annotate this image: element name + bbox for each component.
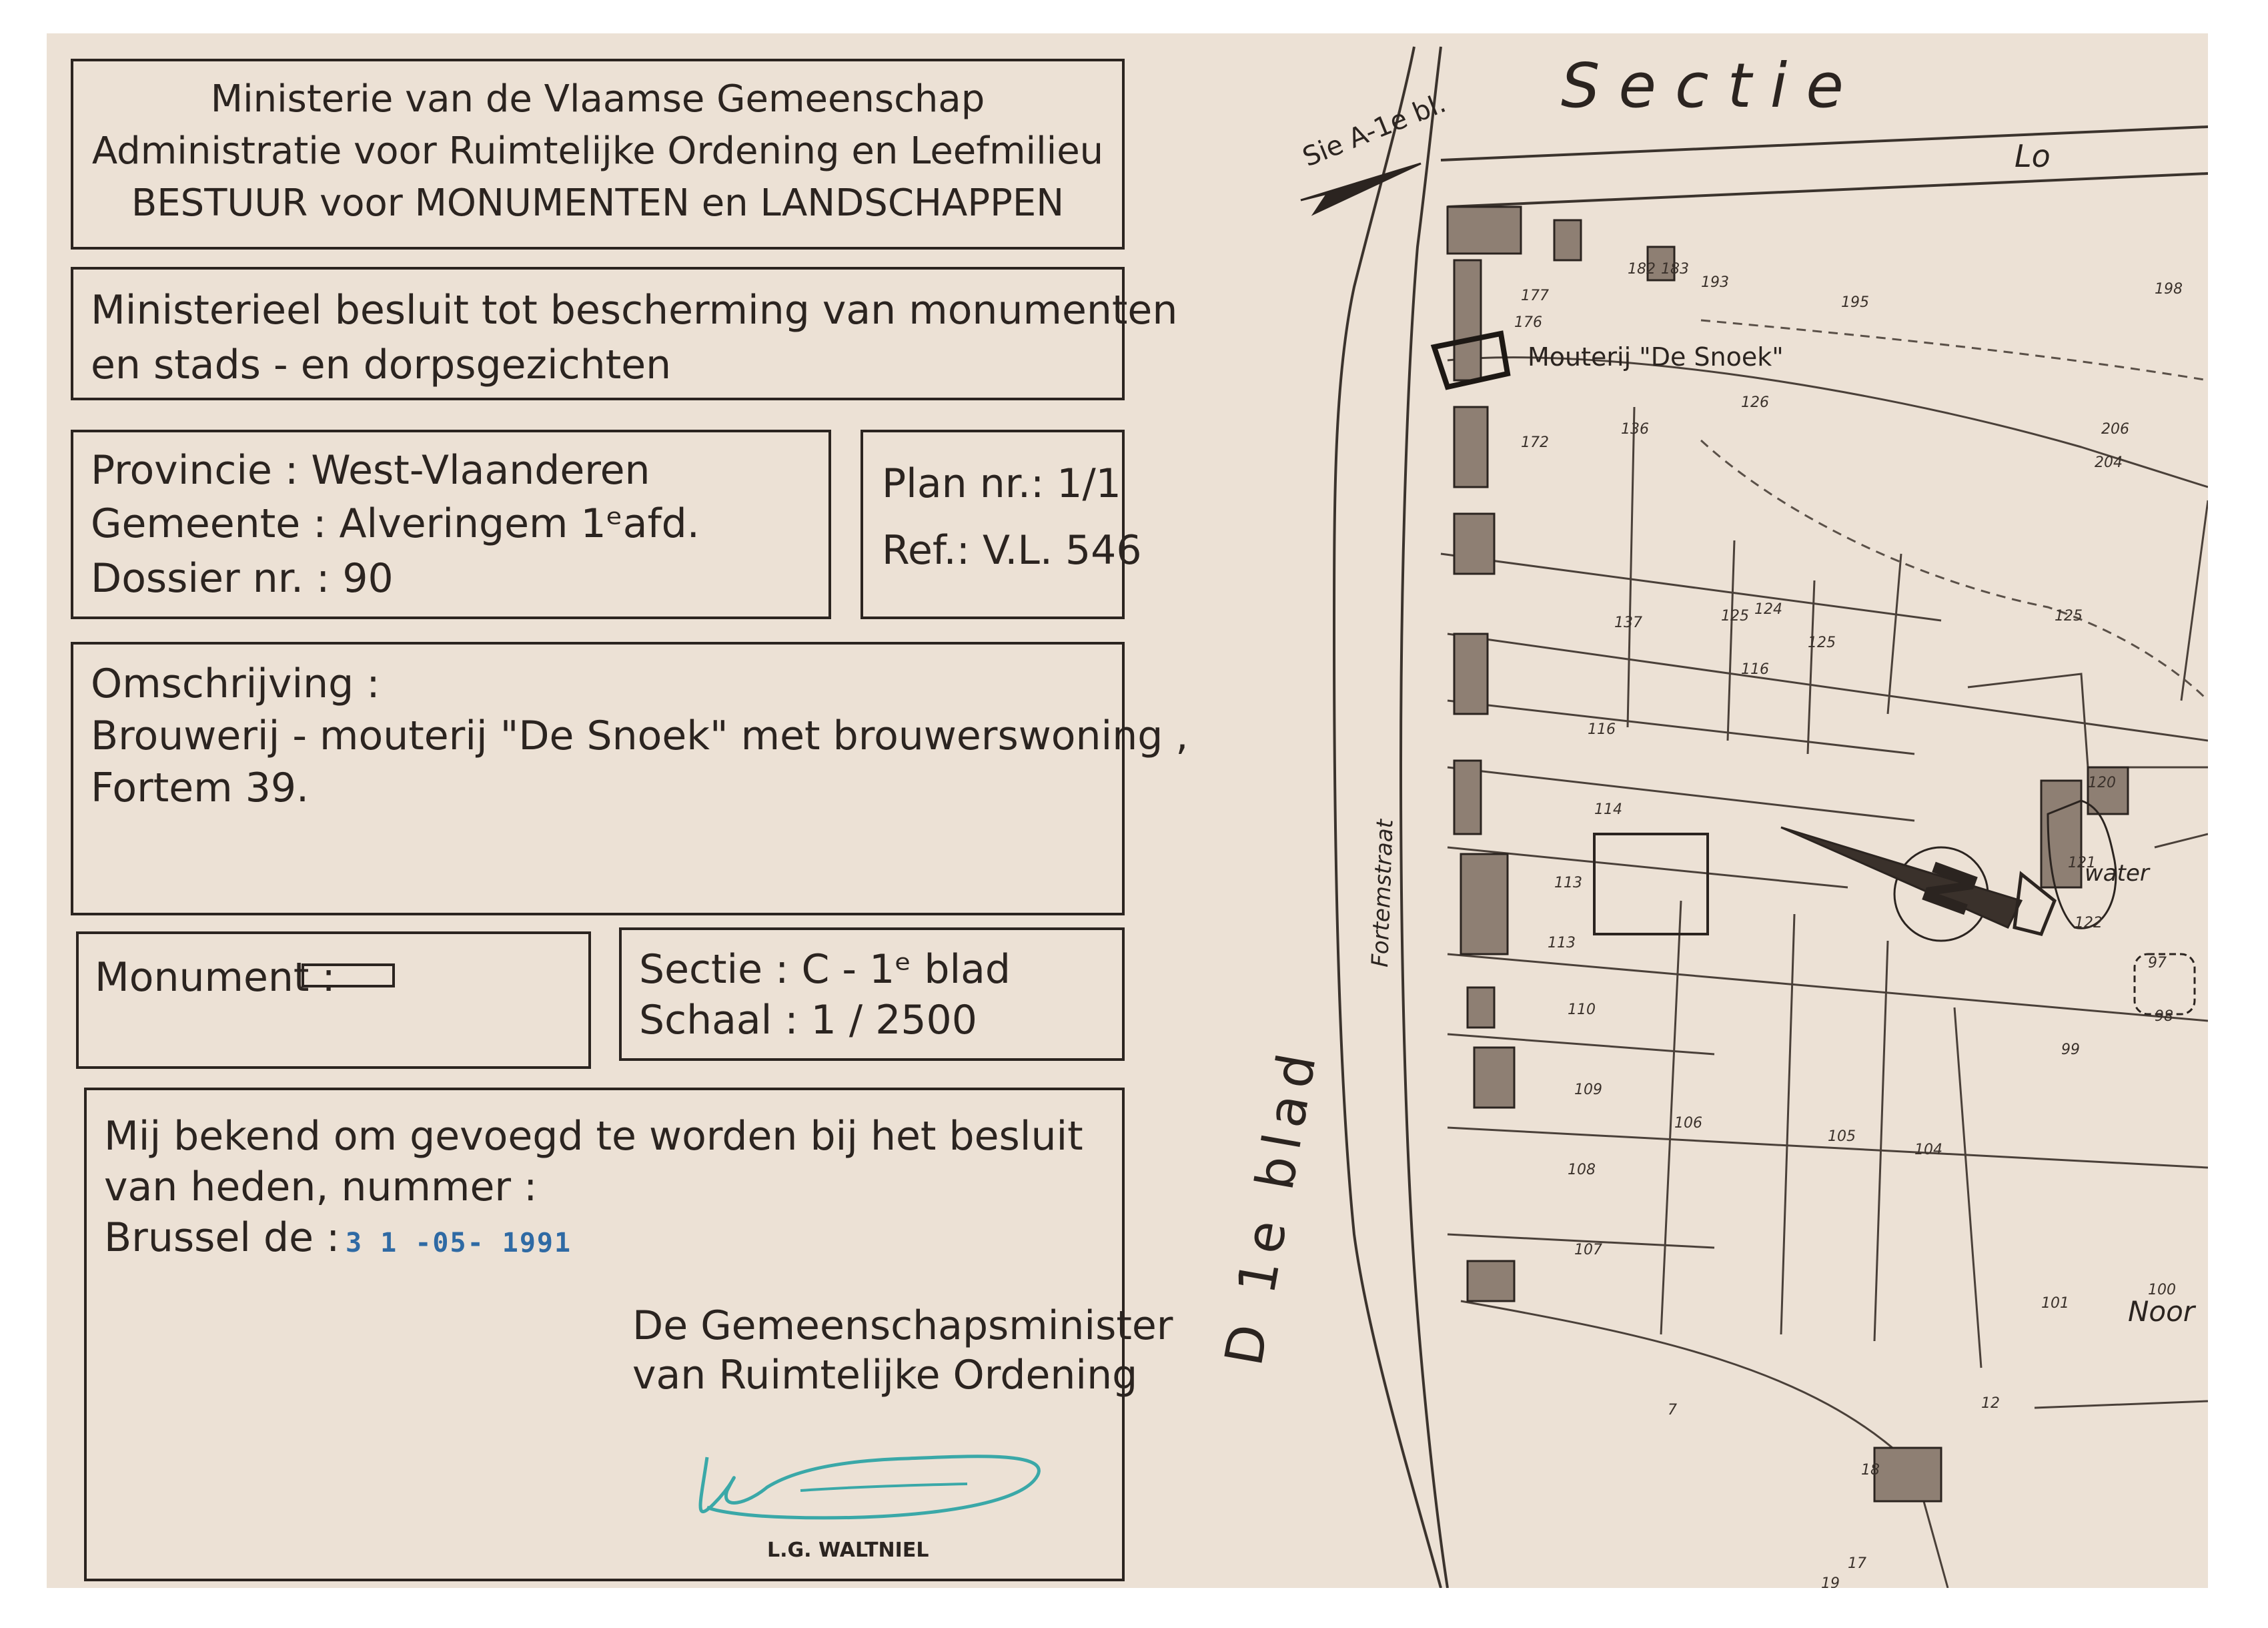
gemeente-text: Gemeente : Alveringem 1ᵉafd. [91,500,700,547]
parcel-number: 120 [2088,775,2116,791]
parcel-number: 7 [1668,1402,1677,1418]
parcel-number: 198 [2155,281,2183,298]
parcel-number: 107 [1574,1242,1602,1258]
parcel-number: 137 [1614,615,1642,631]
date-stamp: 3 1 -05- 1991 [346,1228,572,1258]
monument-label: Monument : [95,954,336,1001]
minister-line-2: van Ruimtelijke Ordening [632,1352,1138,1398]
parcel-number: 19 [1821,1575,1840,1588]
parcel-number: 109 [1574,1082,1602,1098]
parcel-number: 126 [1741,394,1769,411]
parcel-number: 193 [1701,274,1729,291]
parcel-number: 114 [1594,801,1622,818]
parcel-number: 195 [1841,294,1869,311]
map-sectie-label: Sectie [1561,50,1862,121]
parcel-number: 121 [2068,855,2096,871]
parcel-number: 122 [2075,915,2103,931]
parcel-boundaries [1441,358,2208,1588]
parcel-number: 98 [2155,1008,2173,1025]
parcel-number: 125 [2055,608,2083,625]
bestuur-title: BESTUUR voor MONUMENTEN en LANDSCHAPPEN [131,181,1065,225]
footpath-dashed [1701,440,2208,701]
parcel-number: 104 [1914,1142,1942,1158]
parcel-number: 206 [2101,421,2129,438]
signatory-name: L.G. WALTNIEL [767,1539,929,1562]
malt-kiln-square [1594,834,1708,934]
parcel-number: 97 [2148,955,2167,971]
parcel-number: 124 [1754,601,1782,618]
parcel-number: 125 [1808,635,1836,651]
approval-line-3: Brussel de : [104,1214,340,1261]
building-blocks [1448,207,2128,1501]
decree-line-1: Ministerieel besluit tot bescherming van monumenten [91,287,1178,334]
provincie-text: Provincie : West-Vlaanderen [91,447,650,494]
street-label: Fortemstraat [1367,819,1399,968]
parcel-number: 101 [2041,1295,2069,1312]
parcel-number: 125 [1721,608,1749,625]
decree-line-2: en stads - en dorpsgezichten [91,342,672,388]
road-north [1441,127,2208,160]
minister-line-1: De Gemeenschapsminister [632,1302,1173,1349]
road-edge-west [1334,47,1441,1588]
parcel-number: 106 [1674,1115,1702,1132]
parcel-number: 105 [1828,1128,1856,1145]
parcel-number: 182 [1628,261,1656,278]
document-sheet [47,33,2208,1588]
blad-side-label: D 1e blad [1214,1042,1329,1370]
parcel-number: 116 [1588,721,1616,738]
description-line-2: Fortem 39. [91,765,310,811]
approval-line-1: Mij bekend om gevoegd te worden bij het besluit [104,1113,1083,1160]
dossier-text: Dossier nr. : 90 [91,555,394,602]
parcel-number: 113 [1548,935,1576,951]
parcel-number: 12 [1981,1395,2000,1412]
parcel-number: 172 [1521,434,1549,451]
parcel-number: 99 [2061,1042,2080,1058]
parcel-number: 176 [1514,314,1542,331]
description-line-1: Brouwerij - mouterij "De Snoek" met brouwerswoning , [91,713,1189,759]
parcel-number: 116 [1741,661,1769,678]
parcel-number: 177 [1521,288,1549,304]
parcel-number: 204 [2095,454,2123,471]
road-north-2 [1448,173,2208,207]
parcel-number: 17 [1848,1555,1866,1572]
plan-reference: Ref.: V.L. 546 [882,527,1142,574]
parcel-number: 110 [1568,1001,1596,1018]
north-label: N [1908,852,1994,925]
ministry-title: Ministerie van de Vlaamse Gemeenschap [210,77,985,121]
sectie-text: Sectie : C - 1ᵉ blad [639,946,1011,993]
parcel-number: 113 [1554,875,1582,891]
parcel-labels [1514,261,2183,1588]
cadastral-map [47,33,2208,1588]
lo-label: Lo [2015,138,2051,174]
approval-line-2: van heden, nummer : [104,1164,538,1210]
section-a-arrow-icon [1301,163,1421,214]
parcel-number: 183 [1661,261,1689,278]
administration-title: Administratie voor Ruimtelijke Ordening en Leefmilieu [91,129,1104,173]
noord-label: Noor [2128,1295,2195,1328]
road-edge-east [1401,47,1448,1588]
schaal-text: Schaal : 1 / 2500 [639,997,977,1044]
parcel-number: 108 [1568,1162,1596,1178]
plan-number: Plan nr.: 1/1 [882,460,1121,507]
mouterij-label: Mouterij "De Snoek" [1528,342,1784,372]
section-a-label: Sie A-1e bl. [1298,87,1450,173]
description-label: Omschrijving : [91,661,380,707]
parcel-number: 100 [2148,1282,2176,1298]
parcel-number: 18 [1861,1462,1880,1479]
parcel-number: 136 [1621,421,1649,438]
water-label: water [2085,860,2149,887]
